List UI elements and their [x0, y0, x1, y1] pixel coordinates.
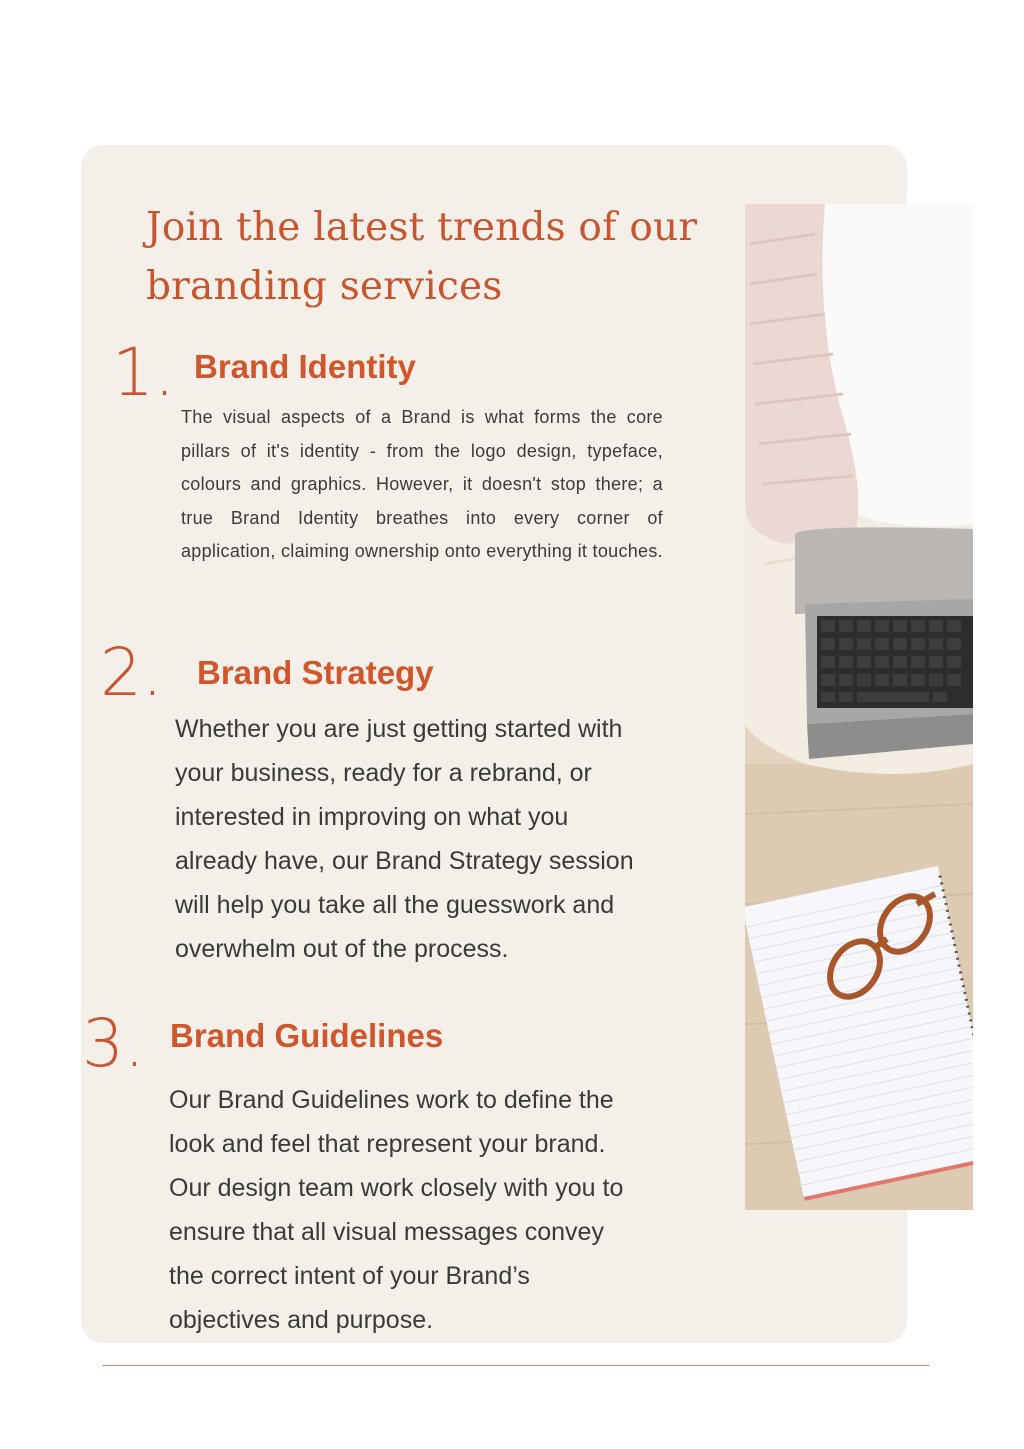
section-body-brand-identity: The visual aspects of a Brand is what forms the core pillars of it's identity - from the logo design, typeface, colours and graphics. However, it doesn't stop there; a true Brand Identity breathes into every corner of application, claiming ownership onto everything it touches.	[181, 407, 663, 561]
section-body-brand-strategy: Whether you are just getting started with your business, ready for a rebrand, or interested in improving on what you already have, our Brand Strategy session will help you take all the guesswork and overwhelm out of the process.	[175, 715, 634, 963]
bottom-divider	[102, 1365, 929, 1366]
section-title-brand-guidelines: Brand Guidelines	[170, 1017, 444, 1054]
section-body-brand-guidelines: Our Brand Guidelines work to define the look and feel that represent your brand. Our design team work closely with you to ensure that all visual messages convey the correct intent of your Brand’s objectives and purpose.	[169, 1086, 624, 1334]
section-title-brand-strategy: Brand Strategy	[197, 654, 434, 691]
workspace-photo	[745, 204, 973, 1210]
section-number-3: 3.	[82, 1005, 145, 1082]
section-number-2: 2.	[100, 634, 163, 711]
section-number-1: 1.	[112, 334, 175, 411]
section-title-brand-identity: Brand Identity	[194, 348, 416, 385]
page-headline: Join the latest trends of our branding services	[146, 205, 698, 309]
